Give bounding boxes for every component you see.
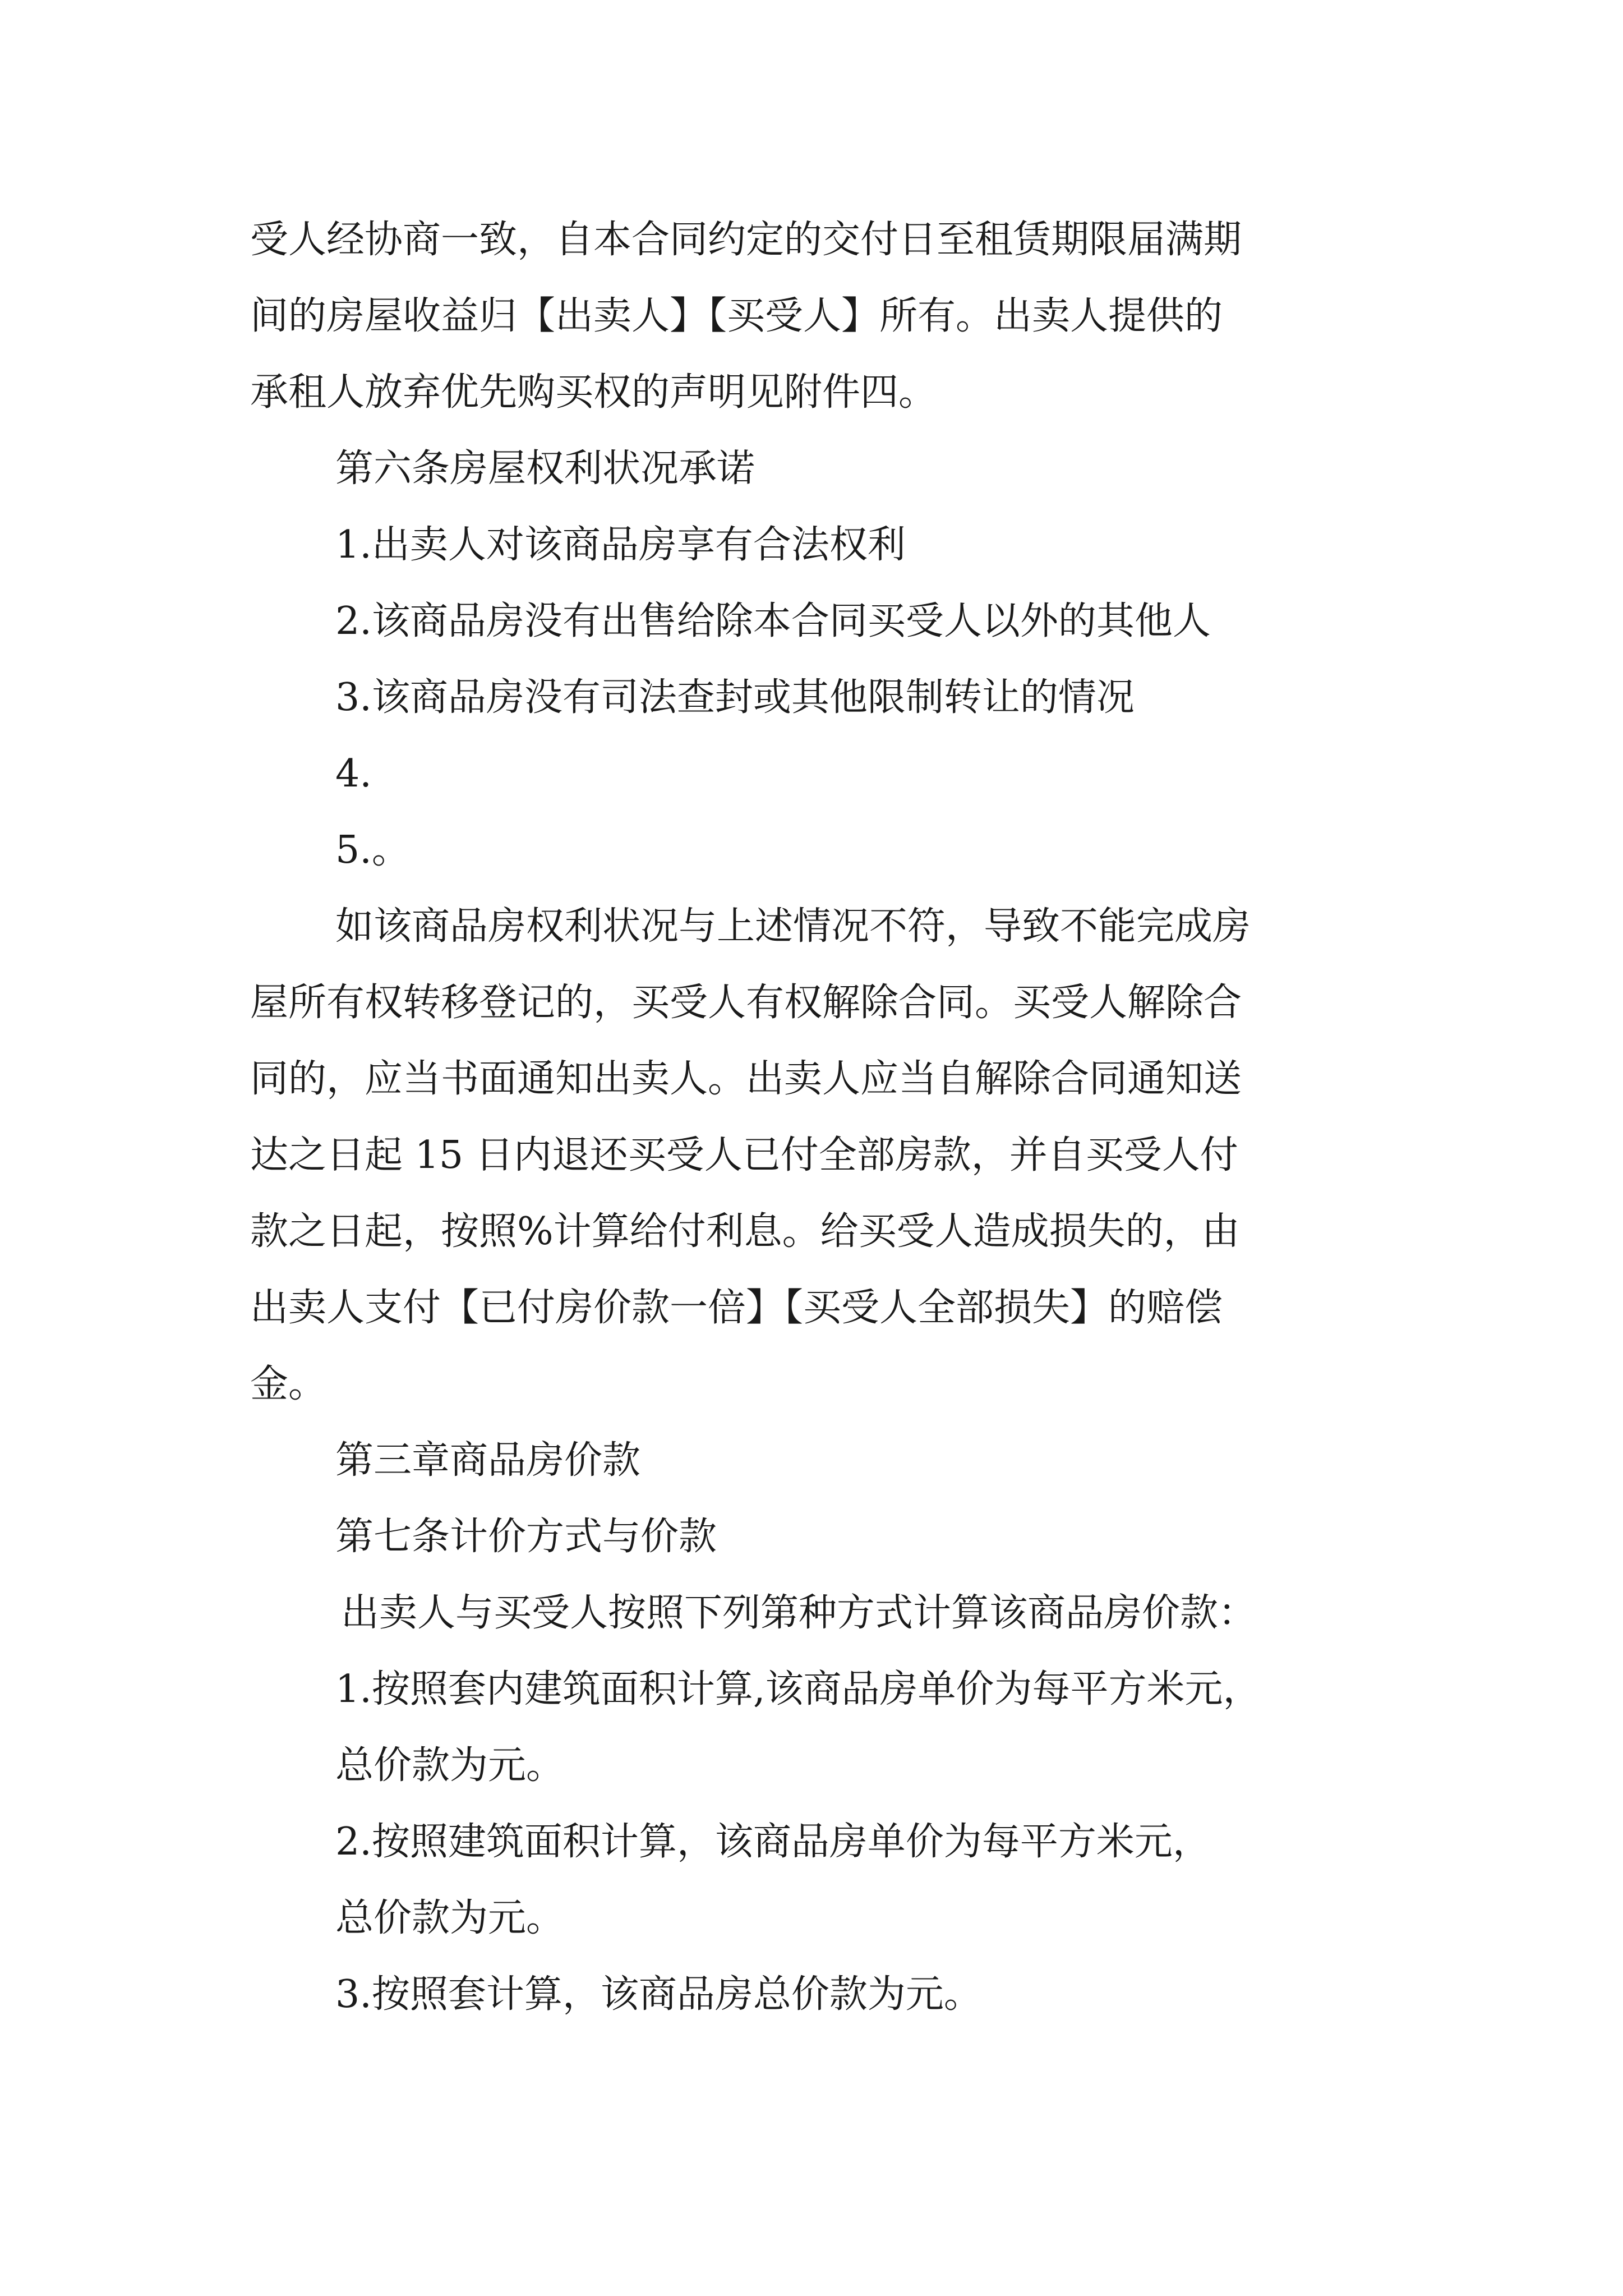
paragraph-line: 如该商品房权利状况与上述情况不符，导致不能完成房 xyxy=(335,904,1251,949)
list-item: 5.。 xyxy=(335,828,410,872)
list-item: 4. xyxy=(335,752,372,796)
paragraph-line: 受人经协商一致，自本合同约定的交付日至租赁期限届满期 xyxy=(250,218,1242,262)
paragraph-line: 同的，应当书面通知出卖人。出卖人应当自解除合同通知送 xyxy=(250,1057,1242,1101)
paragraph-line: 出卖人支付【已付房价款一倍】【买受人全部损失】的赔偿 xyxy=(250,1286,1223,1330)
paragraph-line: 屋所有权转移登记的，买受人有权解除合同。买受人解除合 xyxy=(250,981,1242,1025)
paragraph-line: 款之日起，按照%计算给付利息。给买受人造成损失的，由 xyxy=(250,1209,1240,1254)
section-heading: 第六条房屋权利状况承诺 xyxy=(335,447,755,491)
paragraph-line: 出卖人与买受人按照下列第种方式计算该商品房价款： xyxy=(341,1591,1257,1635)
paragraph-line: 金。 xyxy=(250,1362,327,1406)
paragraph-line: 承租人放弃优先购买权的声明见附件四。 xyxy=(250,370,937,415)
section-heading: 第七条计价方式与价款 xyxy=(335,1515,717,1559)
list-item: 3.按照套计算，该商品房总价款为元。 xyxy=(335,1972,982,2017)
list-item: 1.按照套内建筑面积计算,该商品房单价为每平方米元， xyxy=(335,1667,1261,1711)
paragraph-line: 间的房屋收益归【出卖人】【买受人】所有。出卖人提供的 xyxy=(250,294,1223,338)
chapter-heading: 第三章商品房价款 xyxy=(335,1438,641,1483)
paragraph-line: 达之日起 15 日内退还买受人已付全部房款，并自买受人付 xyxy=(250,1133,1238,1177)
list-item: 2.按照建筑面积计算，该商品房单价为每平方米元， xyxy=(335,1820,1211,1864)
list-item: 3.该商品房没有司法查封或其他限制转让的情况 xyxy=(335,675,1135,720)
list-item: 1.出卖人对该商品房享有合法权利 xyxy=(335,523,906,567)
list-item-continuation: 总价款为元。 xyxy=(335,1896,565,1940)
list-item-continuation: 总价款为元。 xyxy=(335,1743,565,1788)
list-item: 2.该商品房没有出售给除本合同买受人以外的其他人 xyxy=(335,599,1211,643)
